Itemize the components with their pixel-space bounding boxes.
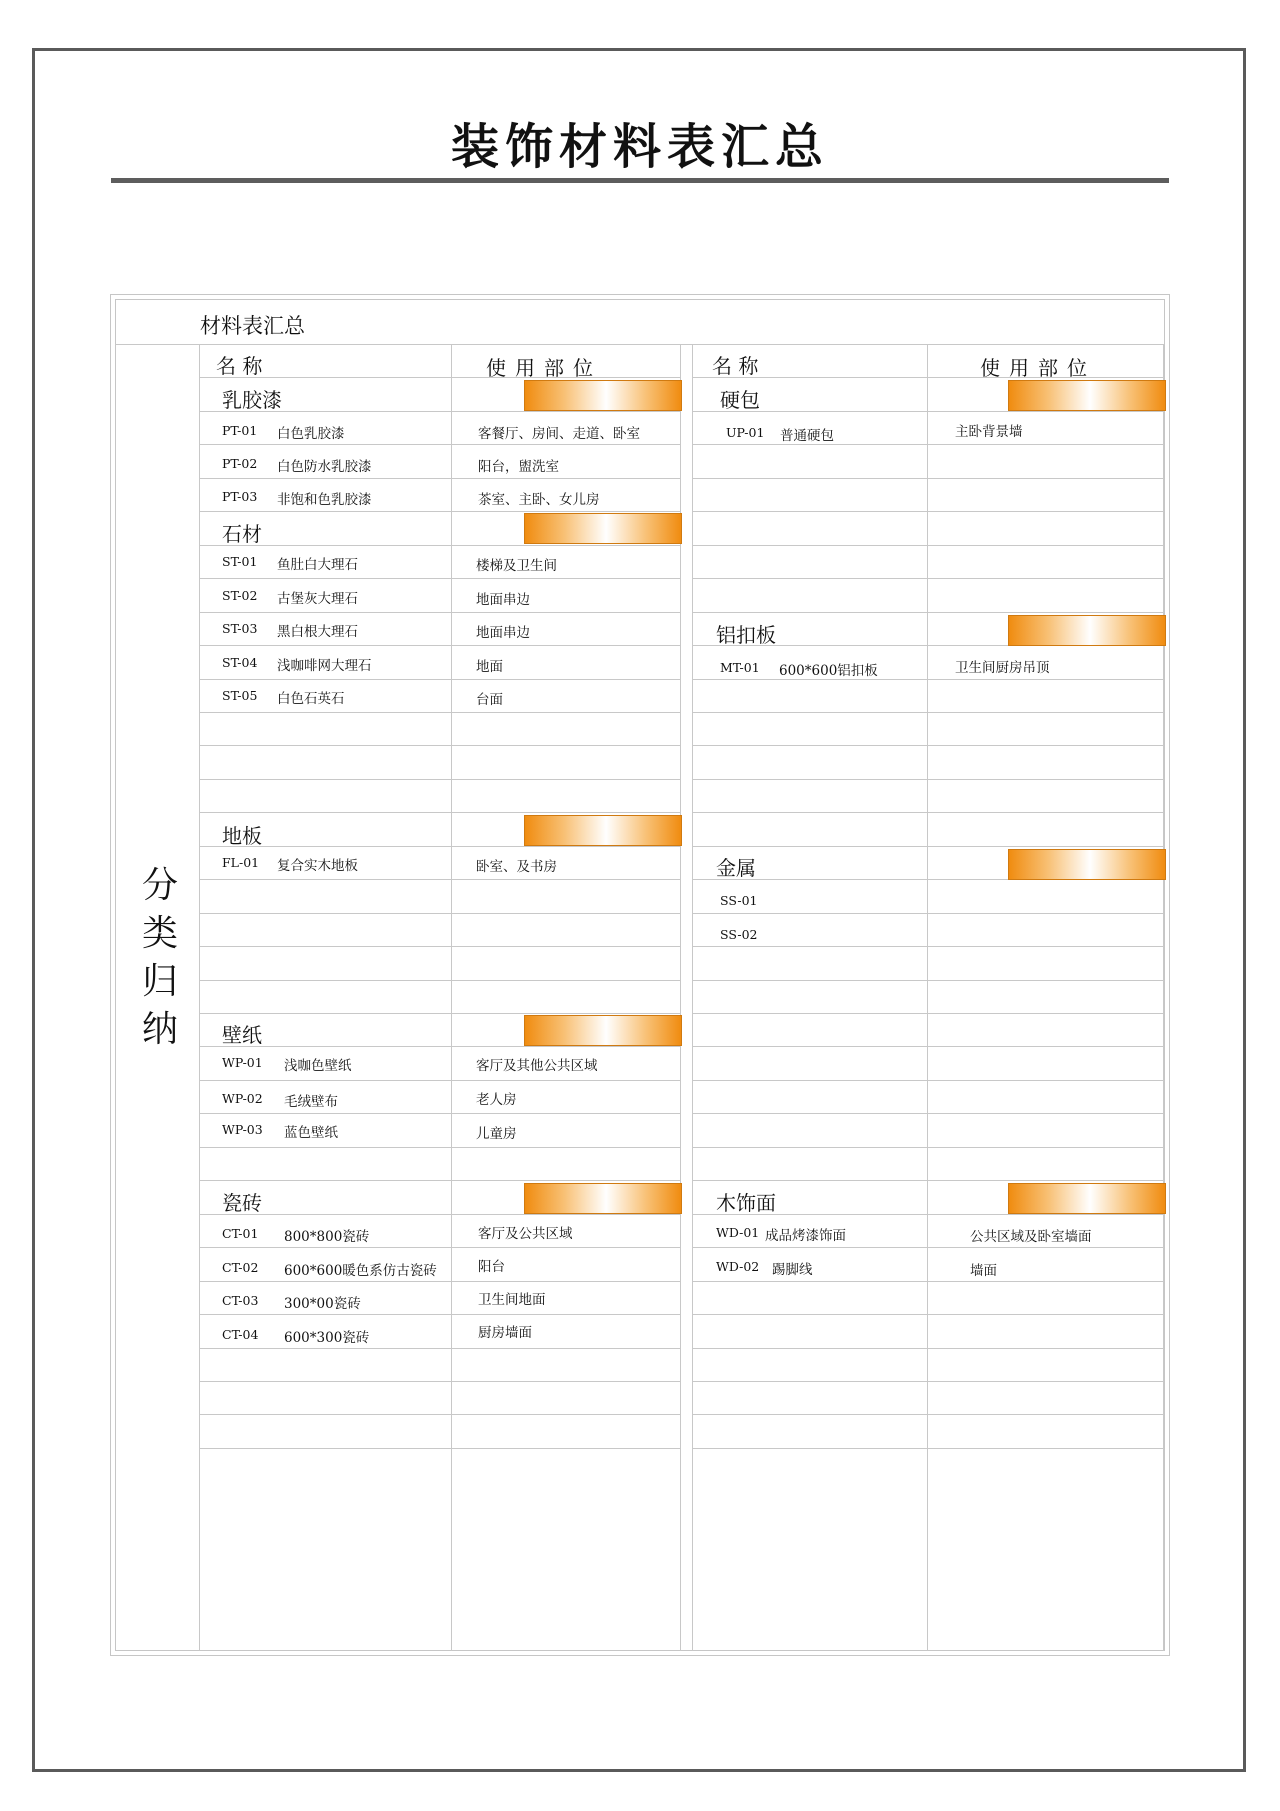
- row-line: [199, 1080, 680, 1081]
- side-label-text: 分类归纳: [142, 865, 179, 1050]
- category-hardpack-bar: [1008, 380, 1166, 411]
- category-paint: 乳胶漆: [222, 388, 282, 412]
- material-usage: 主卧背景墙: [955, 424, 1023, 440]
- material-name: 毛绒壁布: [284, 1094, 338, 1110]
- category-metal: 金属: [716, 856, 756, 880]
- category-wood: 木饰面: [716, 1191, 776, 1215]
- material-name: 非饱和色乳胶漆: [277, 492, 372, 508]
- row-line: [693, 1348, 1163, 1349]
- row-line: [199, 1448, 680, 1449]
- side-category-label: [140, 862, 180, 1054]
- category-paint-bar: [524, 380, 682, 411]
- category-wood-bar: [1008, 1183, 1166, 1214]
- material-usage: 老人房: [476, 1092, 517, 1108]
- material-usage: 客餐厅、房间、走道、卧室: [478, 426, 640, 442]
- category-floor: 地板: [222, 824, 262, 848]
- right-col-use-header: 使用部位: [980, 356, 1096, 380]
- row-line: [199, 1414, 680, 1415]
- row-line: [693, 1381, 1163, 1382]
- material-name: 黑白根大理石: [277, 624, 358, 640]
- category-stone-bar: [524, 513, 682, 544]
- row-line: [693, 1414, 1163, 1415]
- material-code: ST-01: [222, 554, 258, 569]
- category-tile-bar: [524, 1183, 682, 1214]
- material-name: 300*00瓷砖: [284, 1296, 361, 1312]
- material-name: 普通硬包: [780, 428, 834, 444]
- category-wallpaper-bar: [524, 1015, 682, 1046]
- row-line: [693, 578, 1163, 579]
- row-line: [693, 745, 1163, 746]
- material-name: 复合实木地板: [277, 858, 358, 874]
- row-line: [199, 444, 680, 445]
- row-line: [693, 980, 1163, 981]
- row-line: [693, 1147, 1163, 1148]
- material-usage: 楼梯及卫生间: [476, 558, 557, 574]
- row-line: [693, 478, 1163, 479]
- material-name: 白色防水乳胶漆: [277, 459, 372, 475]
- material-code: MT-01: [720, 660, 760, 675]
- category-metal-bar: [1008, 849, 1166, 880]
- category-aluminum: 铝扣板: [716, 623, 776, 647]
- row-line: [199, 545, 680, 546]
- material-name: 蓝色壁纸: [284, 1125, 338, 1141]
- material-code: SS-01: [720, 893, 758, 908]
- table-subtitle: 材料表汇总: [200, 314, 305, 338]
- row-line: [199, 946, 680, 947]
- row-line: [199, 1147, 680, 1148]
- row-line: [199, 511, 680, 512]
- material-name: 成品烤漆饰面: [765, 1228, 846, 1244]
- row-line: [199, 612, 680, 613]
- material-usage: 地面串边: [476, 625, 530, 641]
- row-line: [199, 779, 680, 780]
- material-code: ST-05: [222, 688, 258, 703]
- material-code: CT-04: [222, 1327, 259, 1342]
- row-line: [693, 1281, 1163, 1282]
- material-name: 600*600暖色系仿古瓷砖: [284, 1263, 437, 1279]
- row-line: [199, 578, 680, 579]
- material-usage: 地面串边: [476, 592, 530, 608]
- column-line: [927, 344, 928, 1651]
- material-code: CT-01: [222, 1226, 259, 1241]
- material-code: WP-01: [222, 1055, 263, 1070]
- row-line: [693, 1314, 1163, 1315]
- material-code: CT-02: [222, 1260, 259, 1275]
- material-code: UP-01: [726, 425, 765, 440]
- material-usage: 卧室、及书房: [476, 859, 557, 875]
- row-line: [693, 1013, 1163, 1014]
- category-tile: 瓷砖: [222, 1191, 262, 1215]
- row-line: [199, 645, 680, 646]
- material-name: 600*600铝扣板: [779, 663, 878, 679]
- left-col-name-header: 名 称: [216, 354, 263, 378]
- row-line: [199, 712, 680, 713]
- material-code: WP-02: [222, 1091, 263, 1106]
- row-line: [199, 679, 680, 680]
- row-line: [199, 1046, 680, 1047]
- material-usage: 卫生间厨房吊顶: [955, 660, 1050, 676]
- material-code: CT-03: [222, 1293, 259, 1308]
- material-name: 800*800瓷砖: [284, 1229, 370, 1245]
- material-code: PT-03: [222, 489, 258, 504]
- row-line: [693, 1113, 1163, 1114]
- title-divider: [111, 178, 1169, 183]
- material-name: 白色乳胶漆: [277, 426, 345, 442]
- material-name: 浅咖啡网大理石: [277, 658, 372, 674]
- table-header-line: [115, 344, 1165, 345]
- row-line: [693, 913, 1163, 914]
- material-usage: 台面: [476, 692, 503, 708]
- row-line: [199, 980, 680, 981]
- material-name: 鱼肚白大理石: [277, 557, 358, 573]
- material-code: WP-03: [222, 1122, 263, 1137]
- row-line: [199, 1381, 680, 1382]
- column-line: [451, 344, 452, 1651]
- material-usage: 厨房墙面: [478, 1325, 532, 1341]
- row-line: [199, 1113, 680, 1114]
- row-line: [693, 846, 1163, 847]
- row-line: [199, 1281, 680, 1282]
- row-line: [199, 745, 680, 746]
- material-usage: 茶室、主卧、女儿房: [478, 492, 600, 508]
- material-code: SS-02: [720, 927, 758, 942]
- material-code: ST-04: [222, 655, 258, 670]
- material-usage: 客厅及其他公共区域: [476, 1058, 598, 1074]
- page-title: 装饰材料表汇总: [450, 119, 829, 175]
- category-wallpaper: 壁纸: [222, 1023, 262, 1047]
- row-line: [199, 1247, 680, 1248]
- row-line: [693, 1448, 1163, 1449]
- material-usage: 儿童房: [476, 1126, 517, 1142]
- row-line: [199, 846, 680, 847]
- material-code: ST-03: [222, 621, 258, 636]
- row-line: [199, 377, 680, 378]
- material-code: WD-02: [716, 1259, 760, 1274]
- row-line: [693, 712, 1163, 713]
- category-aluminum-bar: [1008, 615, 1166, 646]
- row-line: [199, 1180, 680, 1181]
- row-line: [199, 812, 680, 813]
- material-usage: 阳台，盥洗室: [478, 459, 559, 475]
- category-stone: 石材: [222, 522, 262, 546]
- left-col-use-header: 使用部位: [486, 356, 602, 380]
- material-code: PT-01: [222, 423, 258, 438]
- material-usage: 客厅及公共区域: [478, 1226, 573, 1242]
- row-line: [693, 545, 1163, 546]
- row-line: [693, 1080, 1163, 1081]
- material-usage: 阳台: [478, 1259, 505, 1275]
- row-line: [693, 679, 1163, 680]
- row-line: [693, 411, 1163, 412]
- column-line: [199, 344, 200, 1651]
- material-name: 600*300瓷砖: [284, 1330, 370, 1346]
- row-line: [199, 1013, 680, 1014]
- row-line: [199, 1348, 680, 1349]
- row-line: [199, 478, 680, 479]
- material-name: 白色石英石: [277, 691, 345, 707]
- material-name: 古堡灰大理石: [277, 591, 358, 607]
- row-line: [693, 1180, 1163, 1181]
- material-usage: 地面: [476, 659, 503, 675]
- row-line: [199, 913, 680, 914]
- row-line: [199, 879, 680, 880]
- row-line: [199, 1314, 680, 1315]
- row-line: [693, 612, 1163, 613]
- material-name: 踢脚线: [772, 1262, 813, 1278]
- category-floor-bar: [524, 815, 682, 846]
- material-code: PT-02: [222, 456, 258, 471]
- right-col-name-header: 名 称: [712, 354, 759, 378]
- category-hardpack: 硬包: [720, 388, 760, 412]
- row-line: [693, 779, 1163, 780]
- material-code: FL-01: [222, 855, 260, 870]
- material-usage: 公共区域及卧室墙面: [970, 1229, 1092, 1245]
- row-line: [693, 1247, 1163, 1248]
- material-usage: 卫生间地面: [478, 1292, 546, 1308]
- material-code: ST-02: [222, 588, 258, 603]
- material-code: WD-01: [716, 1225, 760, 1240]
- row-line: [199, 1214, 680, 1215]
- row-line: [693, 946, 1163, 947]
- column-line: [1163, 344, 1164, 1651]
- material-usage: 墙面: [970, 1263, 997, 1279]
- row-line: [693, 812, 1163, 813]
- row-line: [693, 1046, 1163, 1047]
- row-line: [693, 444, 1163, 445]
- row-line: [693, 511, 1163, 512]
- column-line: [692, 344, 693, 1651]
- material-name: 浅咖色壁纸: [284, 1058, 352, 1074]
